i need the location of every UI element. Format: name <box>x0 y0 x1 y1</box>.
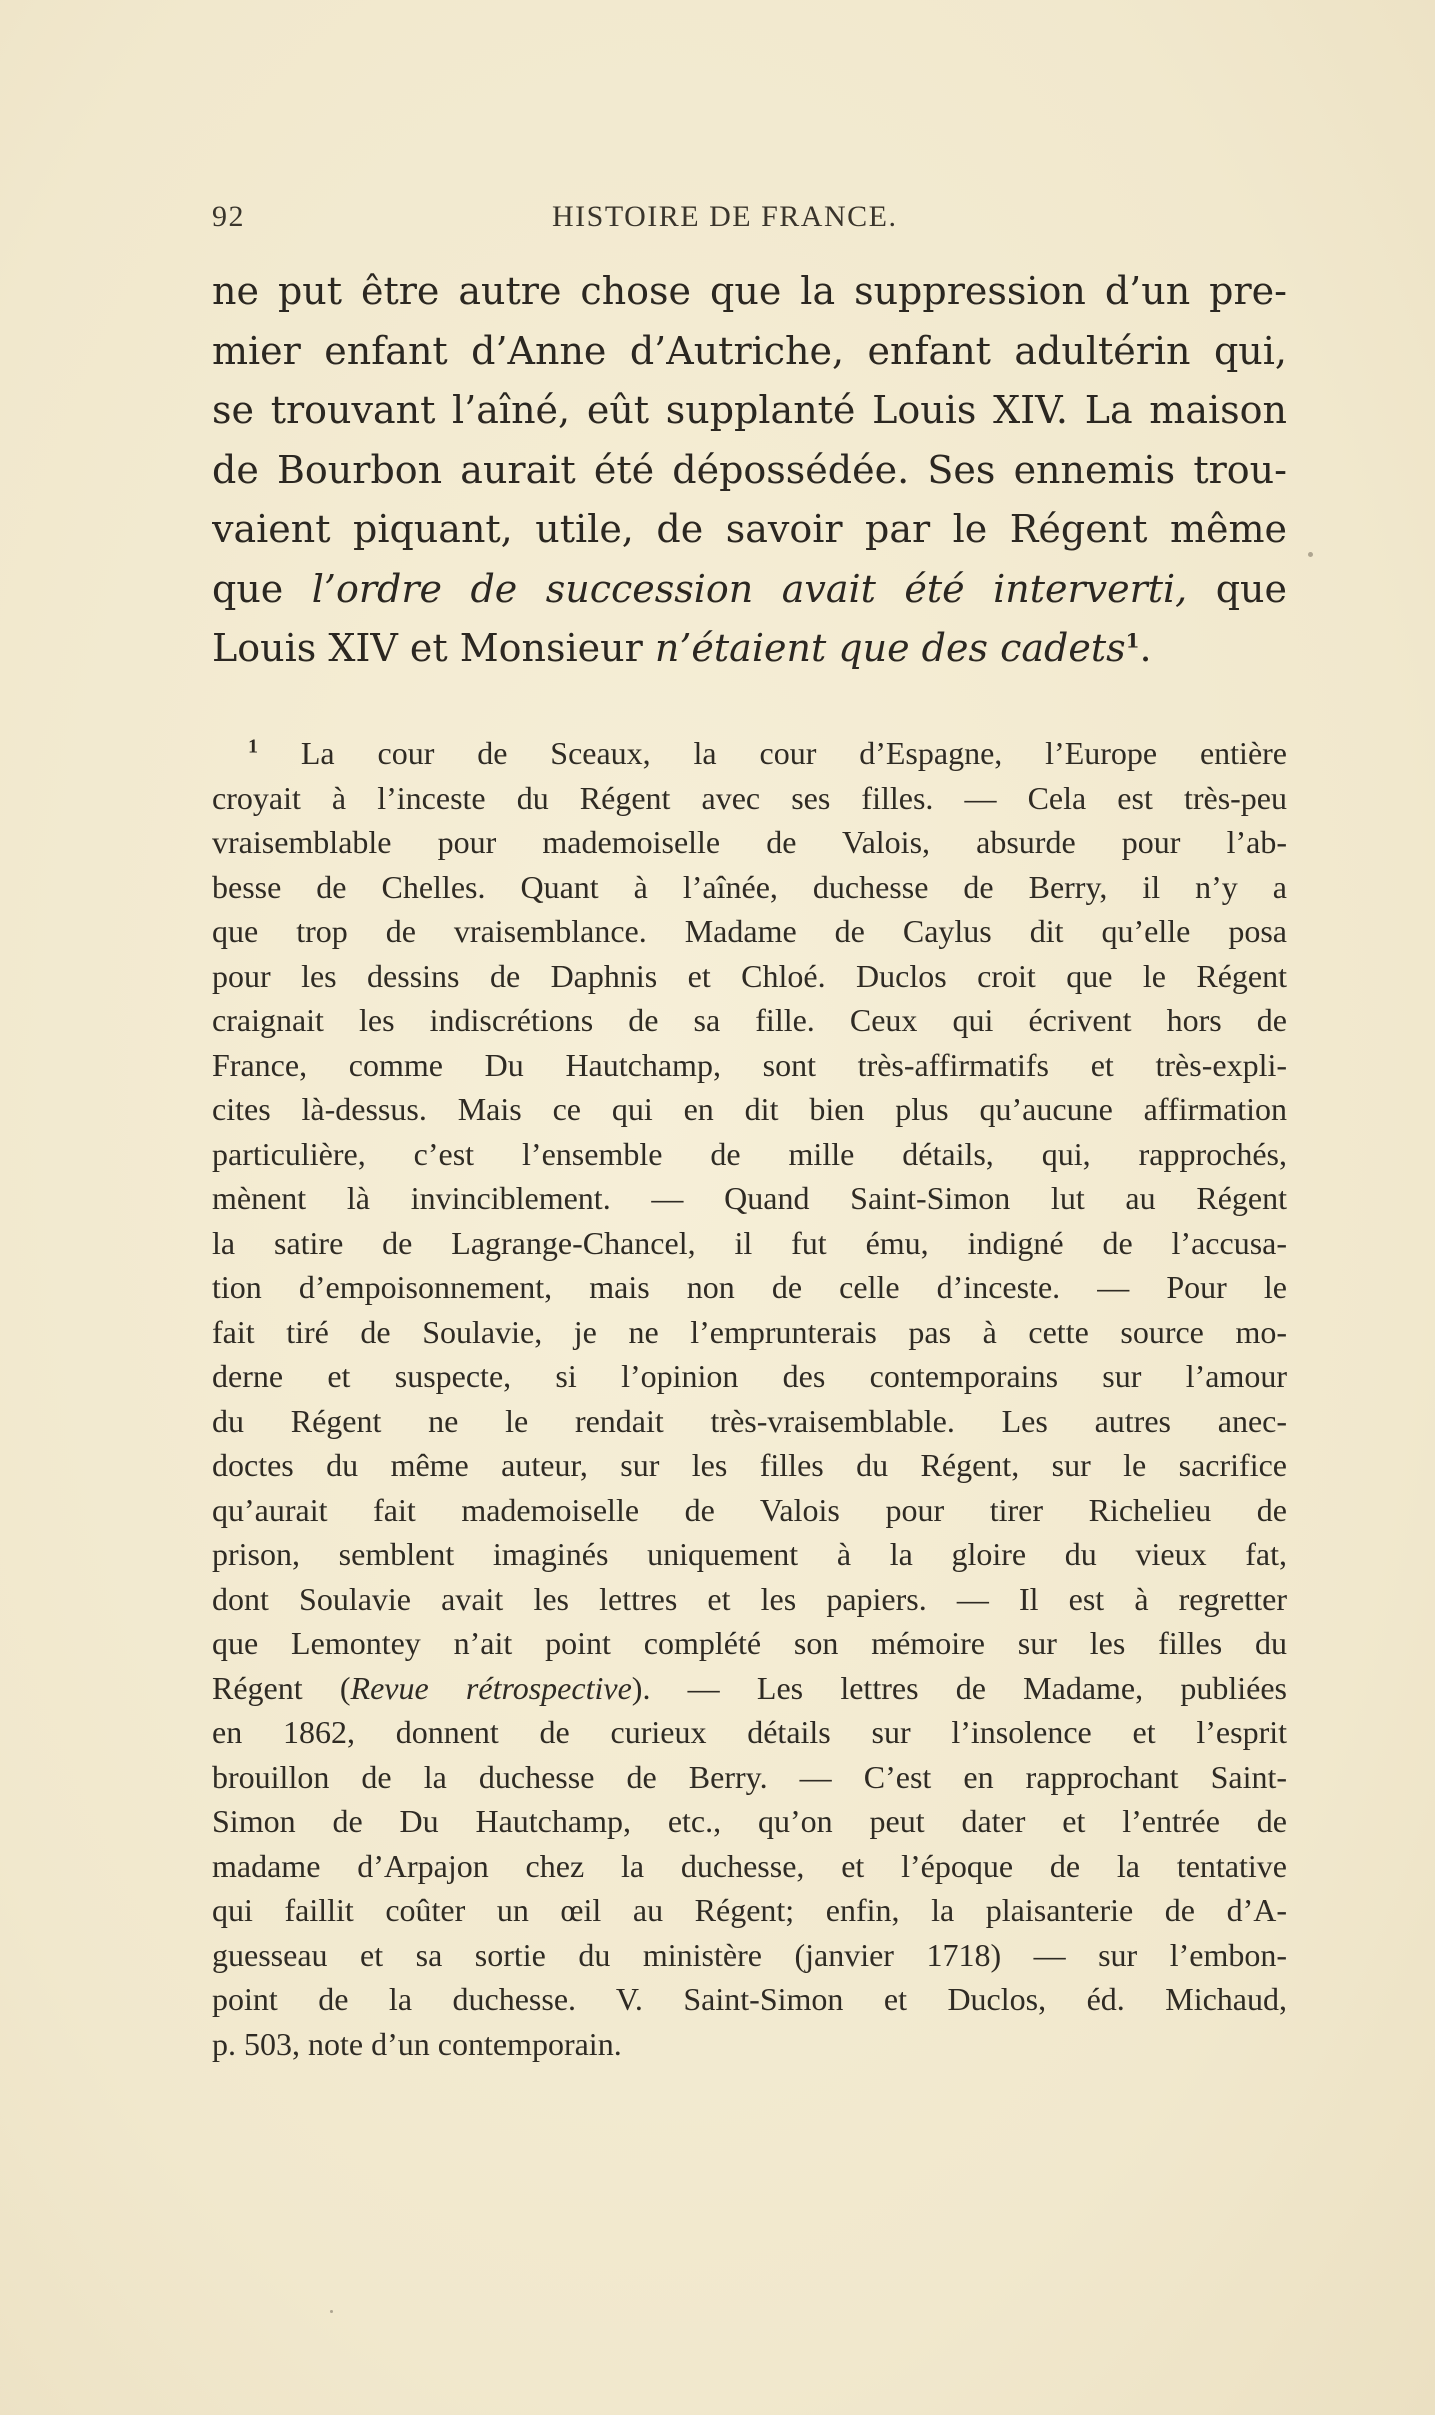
footnote-line-revue <box>212 1666 1287 1711</box>
footnote-line: que Lemontey n’ait point complété son mémoire sur les filles du <box>212 1625 1287 1661</box>
footnote-line: en 1862, donnent de curieux détails sur l’insolence et l’esprit <box>212 1714 1287 1750</box>
footnote-line: cites là-dessus. Mais ce qui en dit bien plus qu’aucune affirmation <box>212 1091 1287 1127</box>
footnote-line: croyait à l’inceste du Régent avec ses filles. — Cela est très-peu <box>212 779 1287 816</box>
main-paragraph <box>212 262 1287 679</box>
body-line-1: ne put être autre chose que la suppression d’un pre- <box>212 269 1287 313</box>
footnote-line: Simon de Du Hautchamp, etc., qu’on peut dater et l’entrée de <box>212 1803 1287 1839</box>
footnote-line: point de la duchesse. V. Saint-Simon et Duclos, éd. Michaud, <box>212 1981 1287 2017</box>
footnote-line: madame d’Arpajon chez la duchesse, et l’époque de la tentative <box>212 1847 1287 1884</box>
footnote-line: fait tiré de Soulavie, je ne l’emprunterais pas à cette source mo- <box>212 1313 1287 1350</box>
body-line-6-end: que <box>1187 566 1287 611</box>
paper-speck <box>330 2310 333 2313</box>
footnote-line: derne et suspecte, si l’opinion des contemporains sur l’amour <box>212 1358 1287 1394</box>
footnote-line: du Régent ne le rendait très-vraisemblable. Les autres anec- <box>212 1402 1287 1439</box>
footnote-first-line-text: La cour de Sceaux, la cour d’Espagne, l’Europe entière <box>300 735 1287 771</box>
body-line-2: mier enfant d’Anne d’Autriche, enfant adultérin qui, <box>212 328 1287 373</box>
footnote-line: craignait les indiscrétions de sa fille. Ceux qui écrivent hors de <box>212 1002 1287 1038</box>
footnote-line: guesseau et sa sortie du ministère (janvier 1718) — sur l’embon- <box>212 1936 1287 1973</box>
footnote-line: particulière, c’est l’ensemble de mille détails, qui, rapprochés, <box>212 1135 1287 1172</box>
footnote-line: qu’aurait fait mademoiselle de Valois pour tirer Richelieu de <box>212 1491 1287 1528</box>
running-title: HISTOIRE DE FRANCE. <box>552 200 898 233</box>
footnote-line: que trop de vraisemblance. Madame de Caylus dit qu’elle posa <box>212 913 1287 949</box>
body-line-5: vaient piquant, utile, de savoir par le Régent même <box>212 507 1287 551</box>
revue-prefix: Régent ( <box>212 1669 351 1706</box>
body-line-3: se trouvant l’aîné, eût supplanté Louis XIV. La maison <box>212 388 1287 432</box>
italic-cadets: n’étaient que des cadets <box>654 626 1126 670</box>
footnote-line: pour les dessins de Daphnis et Chloé. Duclos croit que le Régent <box>212 957 1287 994</box>
body-line-6 <box>212 560 1287 620</box>
footnote-mark: 1 <box>248 735 258 758</box>
body-line-7-start: Louis XIV et Monsieur <box>212 626 655 670</box>
footnote-line: besse de Chelles. Quant à l’aînée, duchesse de Berry, il n’y a <box>212 868 1287 905</box>
italic-ordre-de-succession: l’ordre de succession avait été interverti, <box>311 566 1188 611</box>
body-line-7 <box>212 619 1287 679</box>
body-line-6-start: que <box>212 566 312 611</box>
footnote <box>212 731 1287 2066</box>
footnote-line-1 <box>212 731 1287 776</box>
footnote-line: la satire de Lagrange-Chancel, il fut ému, indigné de l’accusa- <box>212 1224 1287 1261</box>
body-line-4: de Bourbon aurait été dépossédée. Ses ennemis trou- <box>212 447 1287 492</box>
footnote-line: doctes du même auteur, sur les filles du Régent, sur le sacrifice <box>212 1447 1287 1483</box>
page-number: 92 <box>212 200 245 233</box>
footnote-line: dont Soulavie avait les lettres et les papiers. — Il est à regretter <box>212 1580 1287 1617</box>
footnote-line: prison, semblent imaginés uniquement à la gloire du vieux fat, <box>212 1536 1287 1572</box>
paper-speck <box>1308 552 1313 557</box>
footnote-line: France, comme Du Hautchamp, sont très-affirmatifs et très-expli- <box>212 1046 1287 1083</box>
footnote-line: qui faillit coûter un œil au Régent; enfin, la plaisanterie de d’A- <box>212 1892 1287 1928</box>
footnote-line: tion d’empoisonnement, mais non de celle d’inceste. — Pour le <box>212 1269 1287 1305</box>
page-header <box>212 200 1287 240</box>
italic-revue-retrospective: Revue rétrospective <box>350 1669 632 1706</box>
footnote-last-line: p. 503, note d’un contemporain. <box>212 2025 622 2062</box>
body-line-7-end: . <box>1139 626 1152 670</box>
footnote-line: mènent là invinciblement. — Quand Saint-Simon lut au Régent <box>212 1180 1287 1216</box>
footnote-line: brouillon de la duchesse de Berry. — C’est en rapprochant Saint- <box>212 1758 1287 1795</box>
revue-suffix: ). — Les lettres de Madame, publiées <box>631 1669 1287 1706</box>
footnote-line: vraisemblable pour mademoiselle de Valois, absurde pour l’ab- <box>212 824 1287 860</box>
footnote-reference[interactable]: 1 <box>1125 628 1140 653</box>
